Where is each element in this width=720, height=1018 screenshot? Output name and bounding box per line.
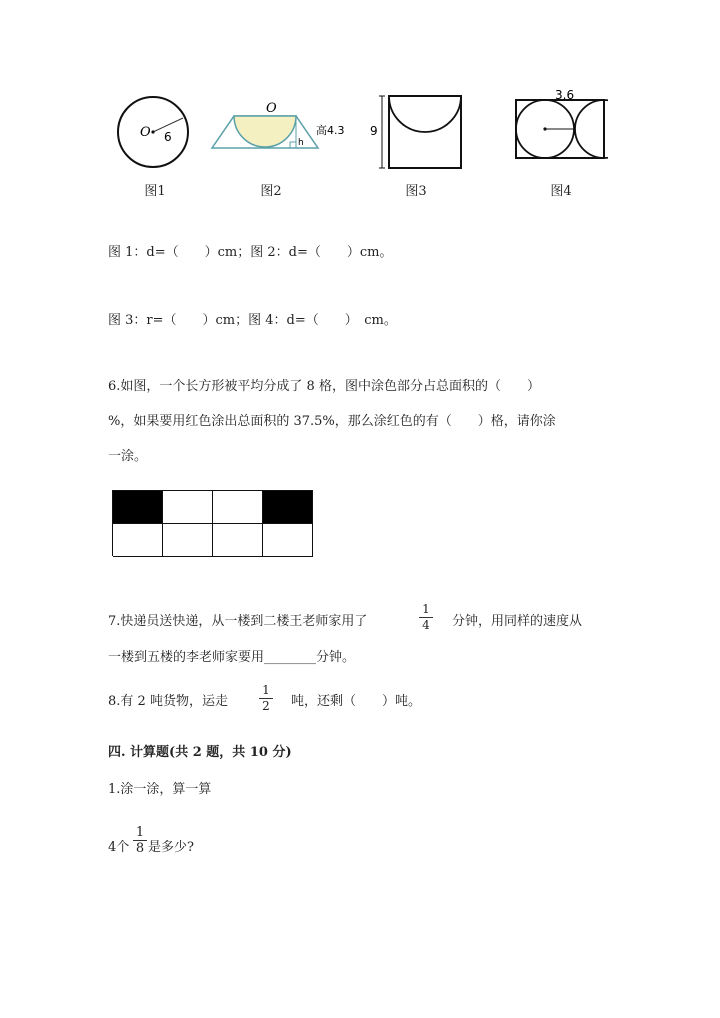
q6-line-2: %，如果要用红色涂出总面积的 37.5%，那么涂红色的有（ ）格，请你涂 [108,414,556,429]
q8-fraction-numerator: 1 [262,683,270,697]
q6-line-1: 6.如图，一个长方形被平均分成了 8 格，图中涂色部分占总面积的（ ） [108,379,540,394]
grid-cell-r1c4[interactable] [263,491,313,524]
section-4-title: 四. 计算题(共 2 题，共 10 分) [108,745,292,760]
q6-shading-grid [112,490,313,556]
fig1-center-label: O [140,125,151,140]
q7-line-1-part-1: 7.快递员送快递，从一楼到二楼王老师家用了 [108,614,368,629]
figure-3-square [370,96,461,168]
q7-fraction-numerator: 1 [422,602,430,616]
fig3-side-label: 9 [370,124,378,138]
grid-cell-r2c3[interactable] [213,524,263,557]
figure-2-trapezoid [212,101,345,148]
q8-part-2: 吨，还剩（ ）吨。 [291,694,422,709]
fill-line-2: 图 3：r=（ ）cm；图 4：d=（ ） cm。 [108,313,397,328]
figure-caption-1: 图1 [144,184,166,199]
fig1-radius-label: 6 [164,130,172,144]
q6-line-3: 一涂。 [108,449,148,464]
fig2-height-label: 高4.3 [316,124,345,137]
calc-1-fraction [133,826,147,855]
grid-cell-r1c3[interactable] [213,491,263,524]
fill-line-1: 图 1：d=（ ）cm；图 2：d=（ ）cm。 [108,245,393,260]
figure-4-rectangle [516,88,608,158]
q7-line-1-part-2: 分钟，用同样的速度从 [452,614,583,629]
calc-1-fraction-numerator: 1 [135,825,145,840]
q7-line-2: 一楼到五楼的李老师家要用________分钟。 [108,650,356,665]
figure-1-circle [118,97,188,167]
q8-fraction [259,684,273,713]
q7-fraction-denominator: 4 [422,618,430,632]
figure-caption-2: 图2 [260,184,282,199]
grid-cell-r2c2[interactable] [163,524,213,557]
q8-part-1: 8.有 2 吨货物，运走 [108,694,228,709]
calc-1-fraction-denominator: 8 [135,841,145,856]
calc-1-title: 1.涂一涂，算一算 [108,782,212,797]
fig2-height-marker: h [298,138,304,148]
fig2-center-label: O [266,101,277,116]
figures-row [108,86,608,200]
figure-caption-3: 图3 [405,184,427,199]
q8-fraction-denominator: 2 [262,699,270,713]
q7-fraction [419,603,433,632]
grid-cell-r1c1[interactable] [113,491,163,524]
calc-1-suffix: 是多少? [148,840,194,855]
grid-cell-r2c1[interactable] [113,524,163,557]
grid-cell-r1c2[interactable] [163,491,213,524]
fig4-top-label: 3.6 [555,88,575,102]
figure-caption-4: 图4 [550,184,572,199]
grid-cell-r2c4[interactable] [263,524,313,557]
calc-1-prefix: 4个 [108,840,130,855]
geometry-figures [108,86,608,200]
